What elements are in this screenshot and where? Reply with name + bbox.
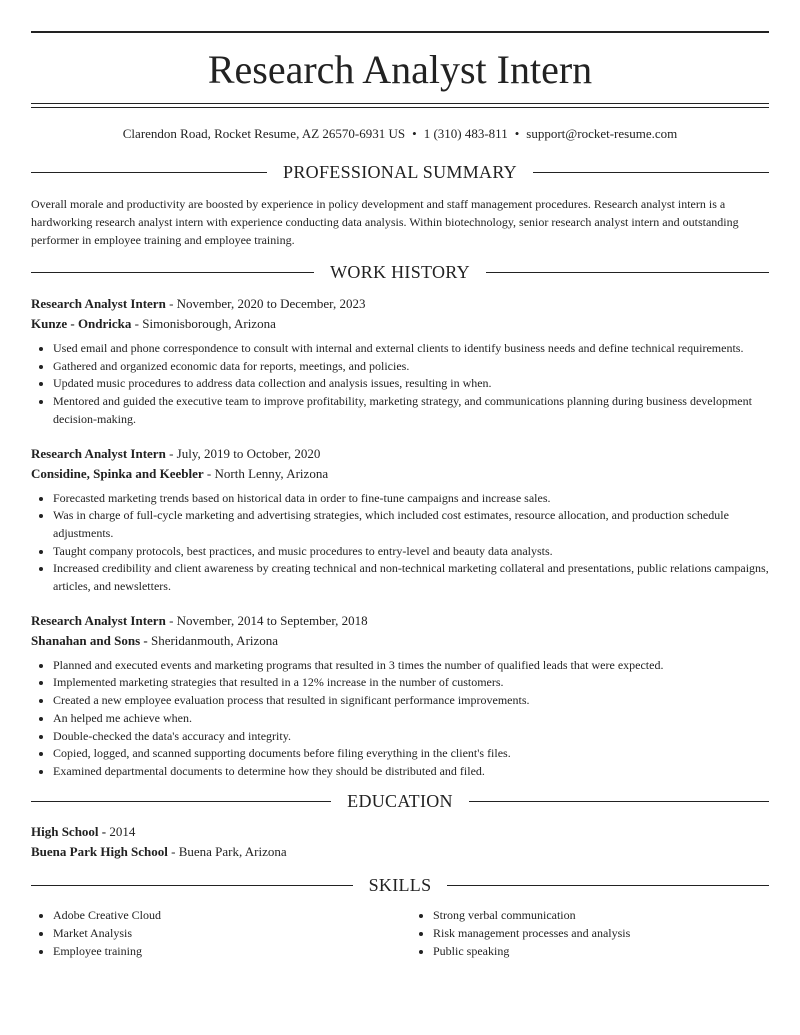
- contact-separator: •: [514, 126, 520, 141]
- list-item: • Planned and executed events and marketing programs that resulted in 3 times the number of qualified leads that were expected.: [53, 657, 769, 675]
- list-item: • Increased credibility and client awareness by creating technical and non-technical marketing collateral and presentations, public relations campaigns, articles, and newsletters.: [53, 560, 769, 595]
- job-entry: [31, 444, 769, 596]
- contact-separator: •: [412, 126, 417, 141]
- job-company: Shanahan and Sons -: [31, 632, 148, 648]
- skills-heading: [31, 875, 769, 896]
- work-heading: [31, 262, 769, 283]
- contact-line: [31, 126, 769, 142]
- job-title-line: [31, 294, 769, 314]
- job-title: Research Analyst Intern: [31, 296, 166, 311]
- job-company-line: [31, 631, 769, 651]
- list-item: • An helped me achieve when.: [53, 710, 769, 728]
- skills-right-list: [411, 906, 769, 961]
- education-location: - Buena Park, Arizona: [167, 843, 287, 859]
- job-location: - North Lenny, Arizona: [203, 465, 329, 481]
- list-item: • Updated music procedures to address data collection and analysis issues, resulting in when.: [53, 375, 769, 393]
- education-year: 2014: [106, 823, 136, 839]
- heading-rule: [31, 172, 267, 173]
- skills-columns: [31, 906, 769, 961]
- job-bullets: [31, 340, 769, 429]
- list-item: • Created a new employee evaluation process that resulted in significant performance improvements.: [53, 692, 769, 710]
- list-item: • Double-checked the data's accuracy and integrity.: [53, 728, 769, 746]
- education-degree-line: [31, 822, 769, 842]
- education-entry: [31, 822, 769, 862]
- job-location: - Simonisborough, Arizona: [131, 316, 276, 331]
- list-item: • Copied, logged, and scanned supporting documents before filing everything in the client's files.: [53, 745, 769, 763]
- skills-left-list: [31, 906, 389, 961]
- skill-item: • Strong verbal communication: [433, 906, 769, 924]
- job-title-line: [31, 611, 769, 631]
- job-dates: - November, 2014 to September, 2018: [165, 612, 368, 628]
- job-company: Considine, Spinka and Keebler: [31, 465, 204, 481]
- heading-rule: [31, 885, 353, 886]
- top-rule: [31, 31, 769, 33]
- heading-rule: [31, 801, 331, 802]
- heading-rule: [486, 272, 769, 273]
- job-dates: - July, 2019 to October, 2020: [165, 445, 321, 461]
- job-title-line: [31, 444, 769, 464]
- job-location: Sheridanmouth, Arizona: [147, 632, 279, 648]
- skill-item: • Employee training: [53, 942, 389, 960]
- job-bullets: [31, 657, 769, 781]
- resume-page: [31, 31, 769, 961]
- list-item: • Forecasted marketing trends based on historical data in order to fine-tune campaigns and increase sales.: [53, 490, 769, 508]
- heading-rule: [31, 272, 314, 273]
- education-degree: High School -: [31, 823, 107, 839]
- heading-rule: [533, 172, 769, 173]
- heading-rule: [447, 885, 769, 886]
- job-company: Kunze - Ondricka: [31, 316, 132, 331]
- education-school-line: [31, 842, 769, 862]
- skills-heading-label: SKILLS: [368, 874, 432, 895]
- job-title: Research Analyst Intern: [31, 445, 166, 461]
- resume-title: Research Analyst Intern: [207, 47, 593, 92]
- list-item: • Taught company protocols, best practices, and music procedures to entry-level and beauty data analysts.: [53, 543, 769, 561]
- education-heading-label: EDUCATION: [347, 790, 453, 811]
- contact-phone: 1 (310) 483-811: [423, 126, 508, 141]
- skill-item: • Public speaking: [433, 942, 769, 960]
- job-entry: [31, 294, 769, 429]
- job-bullets: [31, 490, 769, 596]
- title-double-rule: [31, 103, 769, 108]
- summary-heading: [31, 162, 769, 183]
- contact-email: support@rocket-resume.com: [526, 126, 678, 141]
- job-entry: [31, 611, 769, 781]
- job-dates: - November, 2020 to December, 2023: [165, 296, 366, 311]
- work-heading-label: WORK HISTORY: [330, 262, 470, 282]
- list-item: • Gathered and organized economic data for reports, meetings, and policies.: [53, 358, 769, 376]
- list-item: • Examined departmental documents to determine how they should be distributed and filed.: [53, 763, 769, 781]
- skill-item: • Adobe Creative Cloud: [53, 906, 389, 924]
- job-company-line: [31, 464, 769, 484]
- job-title: Research Analyst Intern: [31, 612, 166, 628]
- skill-item: • Market Analysis: [53, 924, 389, 942]
- list-item: • Used email and phone correspondence to consult with internal and external clients to identify business needs and define technical requirements.: [53, 340, 769, 358]
- skill-item: • Risk management processes and analysis: [433, 924, 769, 942]
- summary-heading-label: PROFESSIONAL SUMMARY: [283, 162, 517, 182]
- list-item: • Was in charge of full-cycle marketing and advertising strategies, which included cost estimates, resource allocation, and production schedule adjustments.: [53, 507, 769, 542]
- contact-address: Clarendon Road, Rocket Resume, AZ 26570-6931 US: [122, 126, 406, 141]
- education-school: Buena Park High School: [31, 843, 168, 859]
- list-item: • Implemented marketing strategies that resulted in a 12% increase in the number of customers.: [53, 674, 769, 692]
- job-company-line: [31, 314, 769, 334]
- summary-text: Overall morale and productivity are boosted by experience in policy development and staff management procedures. Research analyst intern is a hardworking research analyst intern with experience conducting data analysis. Within biotechnology, senior research analyst intern and outstanding performer in employee training and employee training.: [31, 197, 739, 247]
- list-item: • Mentored and guided the executive team to improve profitability, marketing strategy, and communications planning during business development decision-making.: [53, 393, 769, 428]
- heading-rule: [469, 801, 769, 802]
- education-heading: [31, 791, 769, 812]
